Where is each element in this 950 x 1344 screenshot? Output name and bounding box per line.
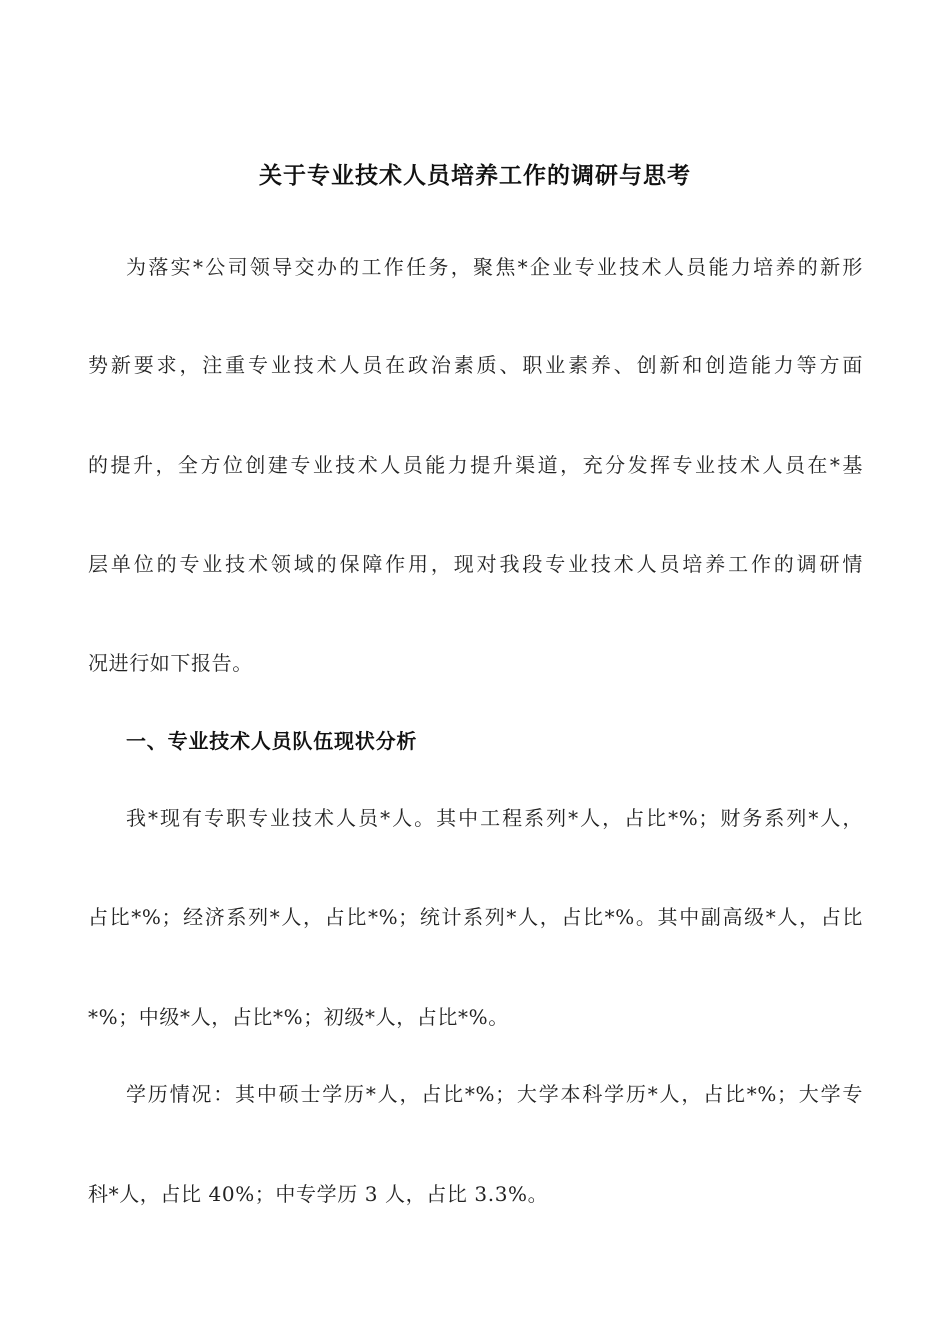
paragraph-1-line-3: 的提升，全方位创建专业技术人员能力提升渠道，充分发挥专业技术人员在*基: [88, 453, 863, 477]
paragraph-2-line-2: 占比*%；经济系列*人，占比*%；统计系列*人，占比*%。其中副高级*人，占比: [88, 905, 863, 929]
section-1-heading: 一、专业技术人员队伍现状分析: [126, 729, 418, 753]
document-title: 关于专业技术人员培养工作的调研与思考: [259, 163, 691, 189]
paragraph-1-line-5: 况进行如下报告。: [88, 651, 253, 675]
paragraph-2-line-1: 我*现有专职专业技术人员*人。其中工程系列*人，占比*%；财务系列*人，: [126, 806, 863, 830]
paragraph-3-line-1: 学历情况：其中硕士学历*人，占比*%；大学本科学历*人，占比*%；大学专: [126, 1082, 863, 1106]
paragraph-2-line-3: *%；中级*人，占比*%；初级*人，占比*%。: [88, 1005, 509, 1029]
paragraph-1-line-1: 为落实*公司领导交办的工作任务，聚焦*企业专业技术人员能力培养的新形: [126, 255, 863, 279]
paragraph-1-line-4: 层单位的专业技术领域的保障作用，现对我段专业技术人员培养工作的调研情: [88, 552, 863, 576]
paragraph-1-line-2: 势新要求，注重专业技术人员在政治素质、职业素养、创新和创造能力等方面: [88, 353, 863, 377]
paragraph-3-line-2: 科*人，占比 40%；中专学历 3 人，占比 3.3%。: [88, 1182, 549, 1206]
